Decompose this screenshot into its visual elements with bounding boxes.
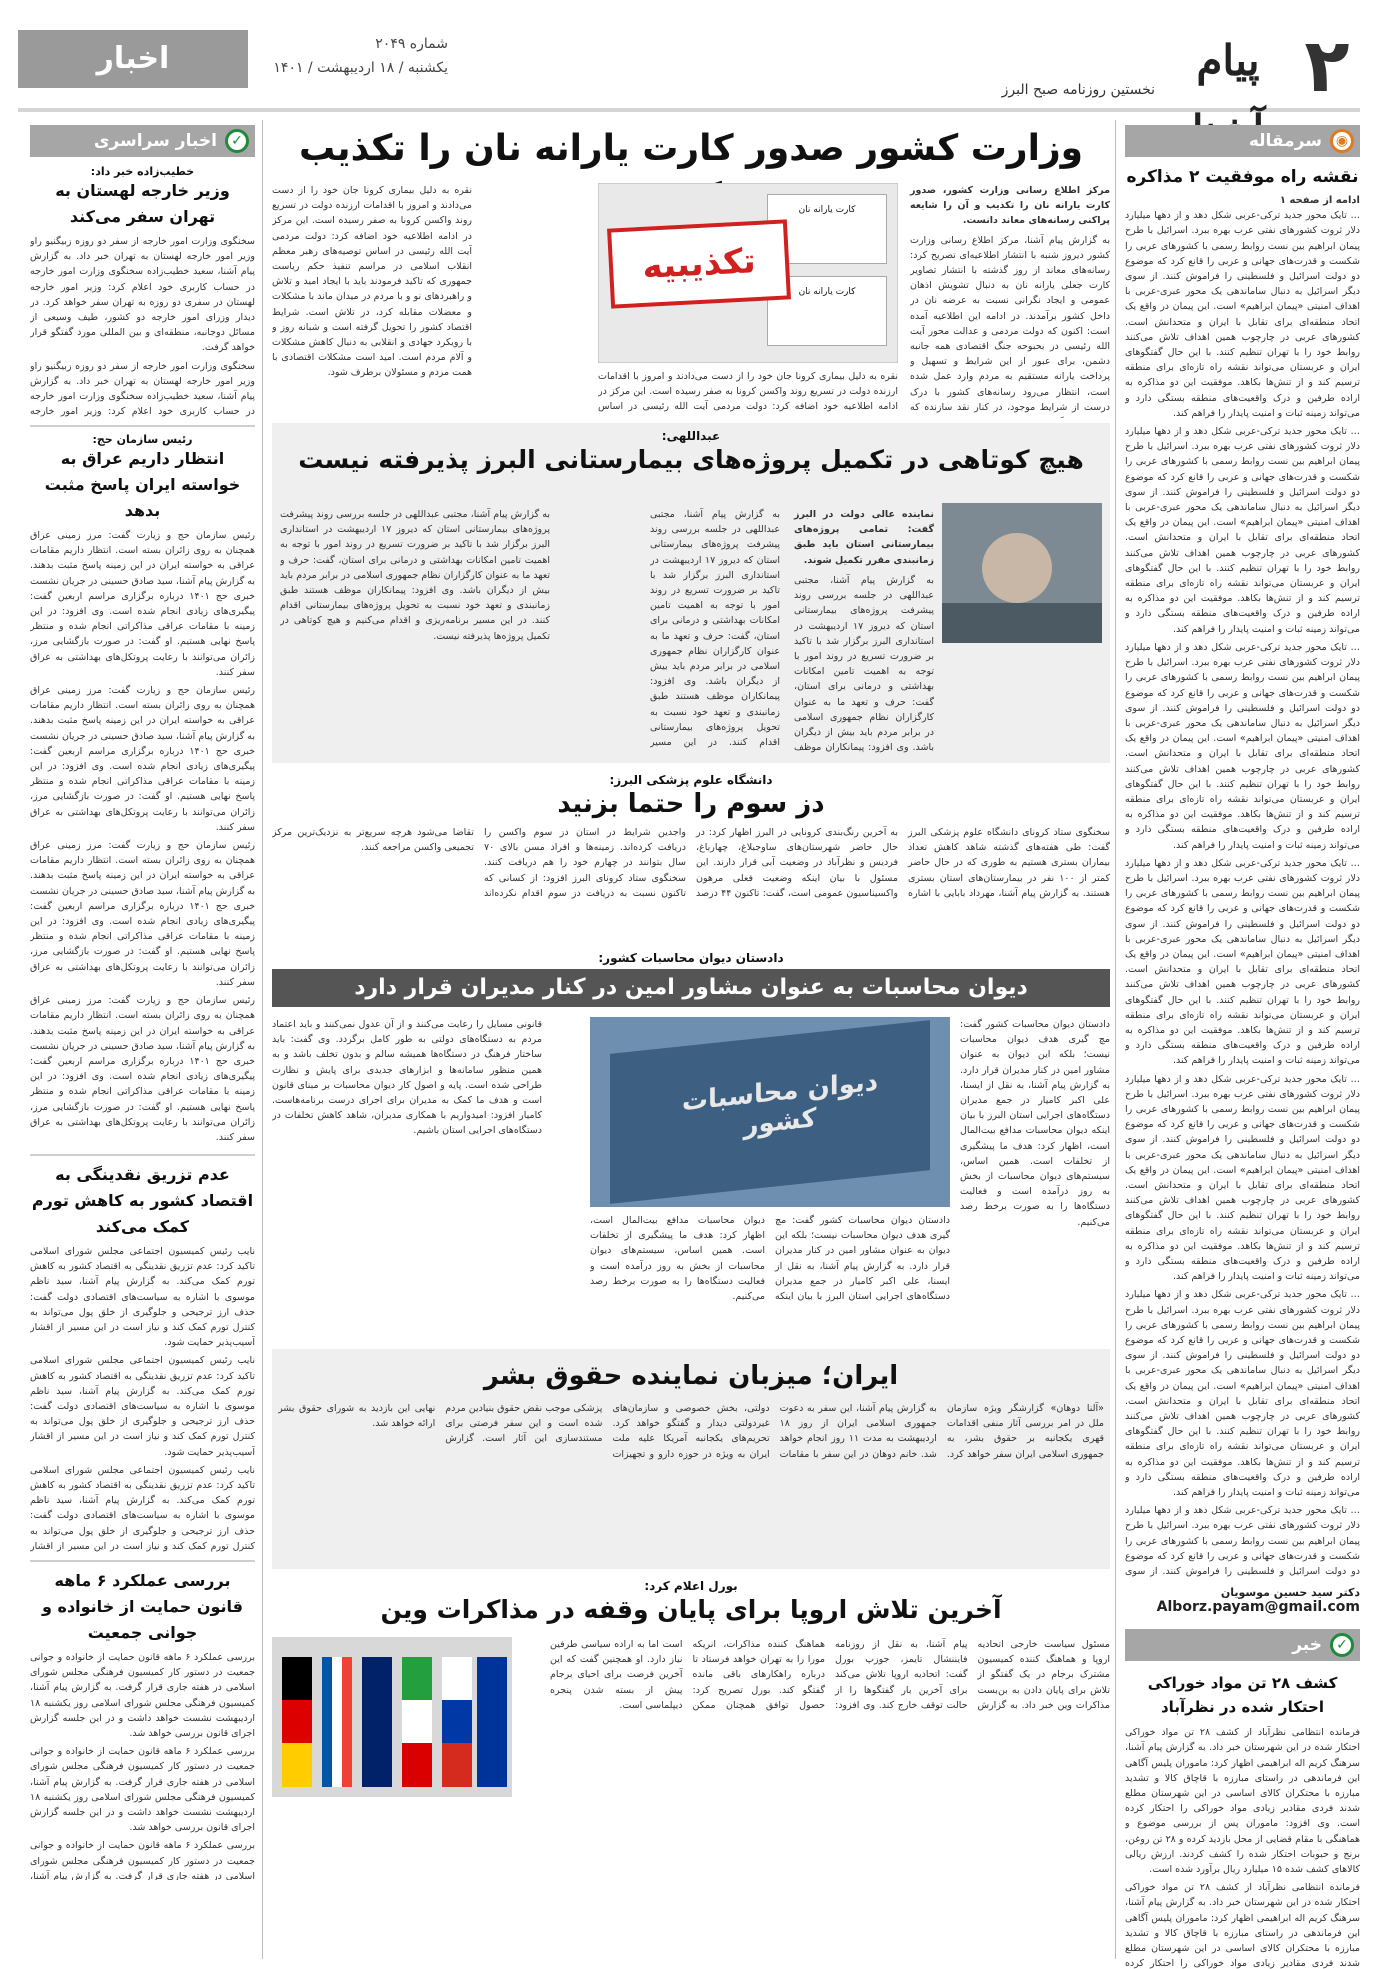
issue-number: شماره ۲۰۴۹ bbox=[375, 36, 448, 52]
check-icon: ✓ bbox=[225, 129, 249, 153]
hospital-photo bbox=[942, 503, 1102, 643]
n1-kicker: خطیب‌زاده خبر داد: bbox=[90, 165, 195, 178]
building-sign: دیوان محاسبات کشور bbox=[681, 1066, 879, 1141]
lead-photo-text: نقره به دلیل بیماری کرونا جان خود را از دست می‌دادند و امروز با اقدامات ارزنده دولت در تسریع روند واکسن کرونا به صفر رسیده است. این مرکز در ادامه اطلاعیه خود اضافه کرد: دولت مردمی آیت الله رئیسی در اساس bbox=[598, 371, 898, 413]
column-divider bbox=[1115, 120, 1116, 1959]
n2-kicker: رئیس سازمان حج: bbox=[92, 433, 193, 446]
n1-title[interactable]: وزیر خارجه لهستان به تهران سفر می‌کند bbox=[55, 181, 230, 226]
human-rights-story bbox=[272, 1349, 1110, 1569]
news-label: اخبار سراسری bbox=[93, 131, 217, 151]
hospital-kicker: عبداللهی: bbox=[661, 429, 721, 443]
vienna-text: مسئول سیاست خارجی اتحادیه اروپا و هماهنگ کننده کمیسیون مشترک برجام در یک گفتگو از تلاش برای پایان دادن به بن‌بست مذاکرات وین خبر داد. به گزارش پیام آشنا، به نقل از روزنامه فایننشال تایمز، جوزپ بورل گفت: اتحادیه اروپا تلاش می‌کند برای آخرین بار گفتگوها را از حالت توقف خارج کند. وی افزود: هماهنگ کننده مذاکرات، انریکه مورا را به تهران خواهد فرستاد تا درباره راهکارهای باقی مانده گفتگو کند. بورل تصریح کرد: حصول توافق همچنان ممکن است اما به اراده سیاسی طرفین نیاز دارد. او همچنین گفت که این آخرین فرصت برای احیای برجام پیش از بسته شدن پنجره دیپلماسی است. bbox=[550, 1639, 1110, 1711]
flag bbox=[282, 1657, 312, 1787]
lead-title[interactable]: وزارت کشور صدور کارت یارانه نان را تکذیب bbox=[298, 128, 1084, 169]
flag bbox=[322, 1657, 352, 1787]
n1-text: سخنگوی وزارت امور خارجه از سفر دو روزه زبیگنیو راو وزیر امور خارجه لهستان به تهران خبر داد. به گزارش پیام آشنا، سعید خطیب‌زاده سخنگوی وزارت امور خارجه در حساب کاربری خود اعلام کرد: وزیر امور خارجه لهستان در سفری دو روزه به تهران سفر خواهد کرد. در دیدار وزرای امور خارجه دو کشور، طیف وسیعی از مسائل دوجانبه، منطقه‌ای و بین المللی مورد گفتگو قرار خواهد گرفت. سخنگوی وزارت امور خارجه از سفر دو روزه زبیگنیو راو وزیر امور خارجه لهستان به تهران خبر داد. به گزارش پیام آشنا، سعید خطیب‌زاده سخنگوی وزارت امور خارجه در حساب کاربری خود اعلام کرد: وزیر امور خارجه bbox=[30, 236, 255, 418]
n4-title[interactable]: بررسی عملکرد ۶ ماهه قانون حمایت از خانواده و جوانی جمعیت bbox=[41, 1571, 244, 1642]
n2-text: رئیس سازمان حج و زیارت گفت: مرز زمینی عراق همچنان به روی زائران بسته است. انتظار داریم مقامات عراقی به خواسته ایران در این زمینه پاسخ مثبت بدهند. به گزارش پیام آشنا، سید صادق حسینی در جریان نشست خبری حج ۱۴۰۱ درباره برگزاری مراسم اربعین گفت: پیگیری‌های زیادی انجام شده است. وی افزود: در این زمینه با مقامات عراقی مذاکراتی انجام شده و منتظر پاسخ نهایی هستیم. او گفت: در صورت بازگشایی مرز، زائران می‌توانند با رعایت پروتکل‌های بهداشتی به عراق سفر کنند. رئیس سازمان حج و زیارت گفت: مرز زمینی عراق همچنان به روی زائران بسته است. انتظار داریم مقامات عراقی به خواسته ایران در این زمینه پاسخ مثبت بدهند. به گزارش پیام آشنا، سید صادق حسینی در جریان نشست خبری حج ۱۴۰۱ درباره برگزاری مراسم اربعین گفت: پیگیری‌های زیادی انجام شده است. وی افزود: در این زمینه با مقامات عراقی مذاکراتی انجام شده و منتظر پاسخ نهایی هستیم. او گفت: در صورت بازگشایی مرز، زائران می‌توانند با رعایت پروتکل‌های بهداشتی به عراق سفر کنند. رئیس سازمان حج و زیارت گفت: مرز زمینی عراق همچنان به روی زائران بسته است. انتظار داریم مقامات عراقی به خواسته ایران در این زمینه پاسخ مثبت بدهند. به گزارش پیام آشنا، سید صادق حسینی در جریان نشست خبری حج ۱۴۰۱ درباره برگزاری مراسم اربعین گفت: پیگیری‌های زیادی انجام شده است. وی افزود: در این زمینه با مقامات عراقی مذاکراتی انجام شده و منتظر پاسخ نهایی هستیم. او گفت: در صورت بازگشایی مرز، زائران می‌توانند با رعایت پروتکل‌های بهداشتی به عراق سفر کنند. رئیس سازمان حج و زیارت گفت: مرز زمینی عراق همچنان به روی زائران بسته است. انتظار داریم مقامات عراقی به خواسته ایران در این زمینه پاسخ مثبت بدهند. به گزارش پیام آشنا، سید صادق حسینی در جریان نشست خبری حج ۱۴۰۱ درباره برگزاری مراسم اربعین گفت: پیگیری‌های زیادی انجام شده است. وی افزود: در این زمینه با مقامات عراقی مذاکراتی انجام شده و منتظر پاسخ نهایی هستیم. او گفت: در صورت بازگشایی مرز، زائران می‌توانند با رعایت پروتکل‌های بهداشتی به عراق سفر کنند. bbox=[30, 530, 255, 1143]
editorial-header bbox=[1125, 125, 1360, 157]
flag bbox=[362, 1657, 392, 1787]
left-column bbox=[30, 125, 255, 1880]
divider bbox=[30, 1154, 255, 1156]
editorial-cont: ادامه از صفحه ۱ bbox=[1279, 195, 1360, 206]
check-icon: ✓ bbox=[1330, 1633, 1354, 1657]
lead-story bbox=[272, 183, 1110, 413]
lead-text2: نقره به دلیل بیماری کرونا جان خود را از دست می‌دادند و امروز با اقدامات ارزنده دولت در تسریع روند واکسن کرونا به صفر رسیده است. این مرکز در ادامه اطلاعیه خود اضافه کرد: دولت مردمی آیت الله رئیسی در اساس توصیه‌های رهبر معظم انقلاب اسلامی در مراسم تنفیذ حکم ریاست جمهوری که تاکید فرمودند باید با ایجاد امید و تلاش و راهبردهای نو و با مردم در میدان ماند با مشکلات و معضلات مقابله کرد، در تلاش است. شرایط اقتصاد کشور را تحویل گرفته است و شبانه روز و با رویکرد جهادی و انقلابی به دنبال کاهش مشکلات و آلام مردم است. امید است مشکلات اقتصادی با همت مردم و مسئولان برطرف شود. bbox=[272, 185, 472, 379]
editorial-email[interactable]: Alborz.payam@gmail.com bbox=[1156, 1599, 1360, 1616]
editorial-title[interactable]: نقشه راه موفقیت ۲ مذاکره bbox=[1126, 167, 1359, 187]
right-column bbox=[1125, 125, 1360, 1969]
flags-photo bbox=[272, 1637, 512, 1797]
n4-text: بررسی عملکرد ۶ ماهه قانون حمایت از خانواده و جوانی جمعیت در دستور کار کمیسیون فرهنگی مجلس شورای اسلامی در هفته جاری قرار گرفت. به گزارش پیام آشنا، کمیسیون فرهنگی مجلس شورای اسلامی روز یکشنبه ۱۸ اردیبهشت نشست خواهد داشت و در این جلسه گزارش اجرای قانون بررسی خواهد شد. بررسی عملکرد ۶ ماهه قانون حمایت از خانواده و جوانی جمعیت در دستور کار کمیسیون فرهنگی مجلس شورای اسلامی در هفته جاری قرار گرفت. به گزارش پیام آشنا، کمیسیون فرهنگی مجلس شورای اسلامی روز یکشنبه ۱۸ اردیبهشت نشست خواهد داشت و در این جلسه گزارش اجرای قانون بررسی خواهد شد. بررسی عملکرد ۶ ماهه قانون حمایت از خانواده و جوانی جمعیت در دستور کار کمیسیون فرهنگی مجلس شورای اسلامی در هفته جاری قرار گرفت. به گزارش پیام آشنا، bbox=[30, 1652, 255, 1880]
audit-story bbox=[272, 951, 1110, 1341]
hospital-caption: نماینده عالی دولت در البرز گفت: تمامی پروژه‌های بیمارستانی استان باید طبق زمانبندی مقرر تکمیل شوند. bbox=[794, 509, 934, 566]
editorial-label: سرمقاله bbox=[1248, 131, 1322, 151]
audit-text2: دادستان دیوان محاسبات کشور گفت: مچ گیری هدف دیوان محاسبات نیست؛ بلکه این دیوان به عنوان مشاور امین در کنار مدیران قرار دارد. به گزارش پیام آشنا، به نقل از ایسنا، علی اکبر کامیار در جمع مدیران دستگاه‌های اجرایی استان البرز با بیان اینکه دیوان محاسبات مدافع بیت‌المال است، اظهار کرد: هدف ما پیشگیری از تخلفات است. همین اساس، سیستم‌های دیوان محاسبات از بخش به روز درآمده است و فعالیت دستگاه‌ها را به صورت برخط رصد می‌کنیم. bbox=[590, 1215, 950, 1303]
n3-text: نایب رئیس کمیسیون اجتماعی مجلس شورای اسلامی تاکید کرد: عدم تزریق نقدینگی به اقتصاد کشور به کاهش تورم کمک می‌کند. به گزارش پیام آشنا، سید ناظم موسوی با اشاره به سیاست‌های اقتصادی دولت گفت: حذف ارز ترجیحی و جلوگیری از خلق پول می‌تواند به کنترل تورم کمک کند و نیاز است در این مسیر از اقشار آسیب‌پذیر حمایت شود. نایب رئیس کمیسیون اجتماعی مجلس شورای اسلامی تاکید کرد: عدم تزریق نقدینگی به اقتصاد کشور به کاهش تورم کمک می‌کند. به گزارش پیام آشنا، سید ناظم موسوی با اشاره به سیاست‌های اقتصادی دولت گفت: حذف ارز ترجیحی و جلوگیری از خلق پول می‌تواند به کنترل تورم کمک کند و نیاز است در این مسیر از اقشار آسیب‌پذیر حمایت شود. نایب رئیس کمیسیون اجتماعی مجلس شورای اسلامی تاکید کرد: عدم تزریق نقدینگی به اقتصاد کشور به کاهش تورم کمک می‌کند. به گزارش پیام آشنا، سید ناظم موسوی با اشاره به سیاست‌های اقتصادی دولت گفت: حذف ارز ترجیحی و جلوگیری از خلق پول می‌تواند به کنترل تورم کمک کند و نیاز است در این مسیر از اقشار bbox=[30, 1246, 255, 1552]
n2-title[interactable]: انتظار داریم عراق به خواسته ایران پاسخ مثبت بدهد bbox=[44, 449, 241, 520]
audit-text1: دادستان دیوان محاسبات کشور گفت: مچ گیری هدف دیوان محاسبات نیست؛ بلکه این دیوان به عنوان مشاور امین در کنار مدیران قرار دارد. به گزارش پیام آشنا، به نقل از ایسنا، علی اکبر کامیار در جمع مدیران دستگاه‌های اجرایی استان البرز با بیان اینکه دیوان محاسبات مدافع بیت‌المال است، اظهار کرد: هدف ما پیشگیری از تخلفات است. همین اساس، سیستم‌های دیوان محاسبات از بخش به روز درآمده است و فعالیت دستگاه‌ها را به صورت برخط رصد می‌کنیم. bbox=[960, 1019, 1110, 1228]
khabar-label: خبر bbox=[1292, 1635, 1322, 1656]
main-column bbox=[272, 125, 1110, 1799]
lead-photo-area bbox=[598, 183, 898, 413]
bread-card: کارت یارانه نان bbox=[767, 276, 887, 346]
vaccine-title[interactable]: دز سوم را حتما بزنید bbox=[557, 789, 825, 819]
newspaper-tagline: نخستین روزنامه صبح البرز bbox=[1001, 82, 1155, 98]
issue-date: یکشنبه / ۱۸ اردیبهشت / ۱۴۰۱ bbox=[273, 60, 448, 76]
target-icon: ◉ bbox=[1330, 129, 1354, 153]
bread-card-image bbox=[598, 183, 898, 363]
flag bbox=[402, 1657, 432, 1787]
vaccine-kicker: دانشگاه علوم پزشکی البرز: bbox=[609, 773, 773, 787]
vaccine-story bbox=[272, 773, 1110, 943]
lead-text1: به گزارش پیام آشنا، مرکز اطلاع رسانی وزارت کشور دیروز شنبه با انتشار اطلاعیه‌ای تصریح کرد: رسانه‌های معاند از روز گذشته با انتشار تصاویر کارت جعلی یارانه نان به دنبال تشویش اذهان عمومی و ایجاد نگرانی نسبت به عرضه نان در داخل کشور برآمدند. در ادامه این اطلاعیه آمده است: اکنون که دولت مردمی و عدالت محور آیت الله رئیسی در بحبوحه جنگ اقتصادی همه جانبه دشمن، برای عبور از این شرایط و تسهیل و پرداخت یارانه مستقیم به مردم وارد عمل شده است، انتظار می‌رود رسانه‌های کشور با درک درست از شرایط موجود، در کنار نقد سازنده که bbox=[910, 234, 1110, 413]
flag bbox=[477, 1657, 507, 1787]
official-figure bbox=[982, 533, 1052, 603]
audit-kicker: دادستان دیوان محاسبات کشور: bbox=[598, 951, 784, 965]
section-tab[interactable]: اخبار bbox=[18, 30, 248, 88]
audit-building-photo bbox=[590, 1017, 950, 1207]
n3-title[interactable]: عدم تزریق نقدینگی به اقتصاد کشور به کاهش تورم کمک می‌کند bbox=[31, 1165, 254, 1236]
denial-stamp: تکذیبیه bbox=[607, 219, 791, 308]
editorial-author: دکتر سید حسین موسویان bbox=[1220, 1586, 1360, 1600]
human-rights-title[interactable]: ایران؛ میزبان نماینده حقوق بشر bbox=[483, 1361, 899, 1391]
khabar-header bbox=[1125, 1629, 1360, 1661]
vienna-title[interactable]: آخرین تلاش اروپا برای پایان وقفه در مذاکرات وین bbox=[380, 1595, 1002, 1624]
hospital-text: به گزارش پیام آشنا، مجتبی عبداللهی در جلسه بررسی روند پیشرفت پروژه‌های بیمارستانی استان که دیروز ۱۷ اردیبهشت در استانداری البرز برگزار شد با تاکید بر ضرورت تسریع در روند امور با توجه به اهمیت تامین امکانات بهداشتی و درمانی برای استان، گفت: حرف و تعهد ما به عنوان کارگزاران نظام جمهوری اسلامی در برابر مردم باید بیش از دیگران باشد. وی افزود: پیمانکاران موظف هستند طبق زمانبندی و تعهد خود نسبت به تحویل پروژه‌های بیمارستانی اقدام کنند. در این مسیر برنامه‌ریزی و اقدام می‌کنیم و هیچ کوتاهی در تکمیل پروژه‌ها پذیرفته نیست. bbox=[280, 509, 550, 642]
page-header bbox=[18, 20, 1360, 112]
lead-summary: مرکز اطلاع رسانی وزارت کشور، صدور کارت یارانه نان را تکذیب و آن را شایعه پراکنی رسانه‌های معاند دانست. bbox=[910, 185, 1110, 227]
newspaper-logo: پیام bbox=[1196, 36, 1260, 85]
audit-title[interactable]: دیوان محاسبات به عنوان مشاور امین در کنار مدیران قرار دارد bbox=[272, 969, 1110, 1007]
divider bbox=[30, 425, 255, 427]
khabar-title[interactable]: کشف ۲۸ تن مواد خوراکی احتکار شده در نظرآباد bbox=[1147, 1674, 1338, 1717]
column-divider bbox=[262, 120, 263, 1959]
vienna-kicker: بورل اعلام کرد: bbox=[644, 1579, 738, 1593]
vaccine-text: سخنگوی ستاد کرونای دانشگاه علوم پزشکی البرز گفت: طی هفته‌های گذشته شاهد کاهش تعداد بیماران بستری هستیم به طوری که در حال حاضر کمتر از ۱۰۰ نفر در بیمارستان‌های استان بستری هستند. به گزارش پیام آشنا، مهرداد بابایی با اشاره به آخرین رنگ‌بندی کرونایی در البرز اظهار کرد: در حال حاضر شهرستان‌های ساوجبلاغ، چهارباغ، فردیس و نظرآباد در وضعیت آبی قرار دارند. این مسئول با بیان اینکه وضعیت فعلی مرهون واکسیناسیون عمومی است، گفت: تاکنون ۴۴ درصد واجدین شرایط در استان دز سوم واکسن را دریافت کرده‌اند. زمینه‌ها و افراد مسن بالای ۷۰ سال بتوانند در چهارم خود را هم دریافت کنند. سخنگوی ستاد کرونای البرز افزود: از کسانی که تاکنون نسبت به دریافت دز سوم اقدام نکرده‌اند تقاضا می‌شود هرچه سریع‌تر به نزدیک‌ترین مرکز تجمیعی واکسن مراجعه کنند. bbox=[272, 827, 1110, 899]
audit-text3: قانونی مسایل را رعایت می‌کنند و از آن عدول نمی‌کنند و باید اعتماد مردم به دستگاه‌های دولتی به طور کامل برگردد. وی گفت: باید ساختار فرهنگ در دستگاه‌ها همیشه سالم و بدون تخلف باشد و به همین منظور سامانه‌ها و ابزارهای جدیدی برای پایش و نظارت طراحی شده است. پایه و اصول کار دیوان محاسبات بر مبنای قانون است و هدف ما کمک به مدیران برای اجرای درست برنامه‌هاست. کامیار افزود: امیدواریم با همکاری مدیران، شاهد کاهش تخلفات در دستگاه‌های اجرایی استان باشیم. bbox=[272, 1019, 542, 1137]
hospital-title[interactable]: هیچ کوتاهی در تکمیل پروژه‌های بیمارستانی البرز پذیرفته نیست bbox=[298, 445, 1084, 474]
bread-card: کارت یارانه نان bbox=[767, 194, 887, 264]
hospital-text: به گزارش پیام آشنا، مجتبی عبداللهی در جلسه بررسی روند پیشرفت پروژه‌های بیمارستانی استان که دیروز ۱۷ اردیبهشت در استانداری البرز برگزار شد با تاکید بر ضرورت تسریع در روند امور با توجه به اهمیت تامین امکانات بهداشتی و درمانی برای استان، گفت: حرف و تعهد ما به عنوان کارگزاران نظام جمهوری اسلامی در برابر مردم باید بیش از دیگران باشد. وی افزود: پیمانکاران موظف هستند طبق زمانبندی و تعهد خود نسبت به تحویل پروژه‌های بیمارستانی اقدام کنند. در این مسیر bbox=[650, 509, 780, 749]
vienna-story bbox=[272, 1579, 1110, 1799]
divider bbox=[30, 1560, 255, 1562]
hospital-text: به گزارش پیام آشنا، مجتبی عبداللهی در جلسه بررسی روند پیشرفت پروژه‌های بیمارستانی استان که دیروز ۱۷ اردیبهشت در استانداری البرز برگزار شد با تاکید بر ضرورت تسریع در روند امور با توجه به اهمیت تامین امکانات بهداشتی و درمانی برای استان، گفت: حرف و تعهد ما به عنوان کارگزاران نظام جمهوری اسلامی در برابر مردم باید بیش از دیگران باشد. وی افزود: پیمانکاران موظف bbox=[794, 575, 934, 753]
meeting-table bbox=[942, 603, 1102, 643]
flag bbox=[442, 1657, 472, 1787]
page-number: ۲ bbox=[1304, 23, 1350, 109]
issue-info bbox=[268, 32, 448, 80]
hospital-story bbox=[272, 423, 1110, 763]
human-rights-text: «آلنا دوهان» گزارشگر ویژه سازمان ملل در امر بررسی آثار منفی اقدامات قهری یکجانبه بر حقوق بشر، به جمهوری اسلامی ایران سفر خواهد کرد. به گزارش پیام آشنا، این سفر به دعوت جمهوری اسلامی ایران از روز ۱۸ اردیبهشت به مدت ۱۱ روز انجام خواهد شد. خانم دوهان در این سفر با مقامات دولتی، بخش خصوصی و سازمان‌های غیردولتی دیدار و گفتگو خواهد کرد. تحریم‌های یکجانبه آمریکا علیه ملت ایران به ویژه در حوزه دارو و تجهیزات پزشکی موجب نقض حقوق بنیادین مردم شده است و این سفر فرصتی برای مستندسازی این آثار است. گزارش نهایی این بازدید به شورای حقوق بشر ارائه خواهد شد. bbox=[278, 1403, 1104, 1460]
editorial-text: … تایک محور جدید ترکی-عربی شکل دهد و از دهها میلیارد دلار ثروت کشورهای نفتی عرب بهره ببرد. اسرائیل با طرح پیمان ابراهیم بین نست روابط رسمی با کشورهای عربی را شکست و قدرت‌های جهانی و عربی را قانع کرد که موضوع دو دولت اسرائیل و فلسطینی را فراموش کنند. از سوی دیگر اسرائیل به دنبال ساماندهی یک محور عبری-عربی با اهداف امنیتی «پیمان ابراهیم» است. این پیمان در واقع یک اتحاد منطقه‌ای برای تقابل با ایران و متحدانش است. کشورهای عربی در چارچوب همین اهداف تلاش می‌کنند روابط خود را با تهران تنظیم کنند. با این حال گفتگوهای ایران و عربستان می‌تواند نقشه راه تازه‌ای برای منطقه ترسیم کند و از تنش‌ها بکاهد. موفقیت این دو مذاکره به اراده طرفین و درک واقعیت‌های منطقه بستگی دارد و می‌تواند زمینه ثبات و امنیت پایدار را فراهم کند. … تایک محور جدید ترکی-عربی شکل دهد و از دهها میلیارد دلار ثروت کشورهای نفتی عرب بهره ببرد. اسرائیل با طرح پیمان ابراهیم بین نست روابط رسمی با کشورهای عربی را شکست و قدرت‌های جهانی و عربی را قانع کرد که موضوع دو دولت اسرائیل و فلسطینی را فراموش کنند. از سوی دیگر اسرائیل به دنبال ساماندهی یک محور عبری-عربی با اهداف امنیتی «پیمان ابراهیم» است. این پیمان در واقع یک اتحاد منطقه‌ای برای تقابل با ایران و متحدانش است. کشورهای عربی در چارچوب همین اهداف تلاش می‌کنند روابط خود را با تهران تنظیم کنند. با این حال گفتگوهای ایران و عربستان می‌تواند نقشه راه تازه‌ای برای منطقه ترسیم کند و از تنش‌ها بکاهد. موفقیت این دو مذاکره به اراده طرفین و درک واقعیت‌های منطقه بستگی دارد و می‌تواند زمینه ثبات و امنیت پایدار را فراهم کند. … تایک محور جدید ترکی-عربی شکل دهد و از دهها میلیارد دلار ثروت کشورهای نفتی عرب بهره ببرد. اسرائیل با طرح پیمان ابراهیم بین نست روابط رسمی با کشورهای عربی را شکست و قدرت‌های جهانی و عربی را قانع کرد که موضوع دو دولت اسرائیل و فلسطینی را فراموش کنند. از سوی دیگر اسرائیل به دنبال ساماندهی یک محور عبری-عربی با اهداف امنیتی «پیمان ابراهیم» است. این پیمان در واقع یک اتحاد منطقه‌ای برای تقابل با ایران و متحدانش است. کشورهای عربی در چارچوب همین اهداف تلاش می‌کنند روابط خود را با تهران تنظیم کنند. با این حال گفتگوهای ایران و عربستان می‌تواند نقشه راه تازه‌ای برای منطقه ترسیم کند و از تنش‌ها بکاهد. موفقیت این دو مذاکره به اراده طرفین و درک واقعیت‌های منطقه بستگی دارد و می‌تواند زمینه ثبات و امنیت پایدار را فراهم کند. … تایک محور جدید ترکی-عربی شکل دهد و از دهها میلیارد دلار ثروت کشورهای نفتی عرب بهره ببرد. اسرائیل با طرح پیمان ابراهیم بین نست روابط رسمی با کشورهای عربی را شکست و قدرت‌های جهانی و عربی را قانع کرد که موضوع دو دولت اسرائیل و فلسطینی را فراموش کنند. از سوی دیگر اسرائیل به دنبال ساماندهی یک محور عبری-عربی با اهداف امنیتی «پیمان ابراهیم» است. این پیمان در واقع یک اتحاد منطقه‌ای برای تقابل با ایران و متحدانش است. کشورهای عربی در چارچوب همین اهداف تلاش می‌کنند روابط خود را با تهران تنظیم کنند. با این حال گفتگوهای ایران و عربستان می‌تواند نقشه راه تازه‌ای برای منطقه ترسیم کند و از تنش‌ها بکاهد. موفقیت این دو مذاکره به اراده طرفین و درک واقعیت‌های منطقه بستگی دارد و می‌تواند زمینه ثبات و امنیت پایدار را فراهم کند. … تایک محور جدید ترکی-عربی شکل دهد و از دهها میلیارد دلار ثروت کشورهای نفتی عرب بهره ببرد. اسرائیل با طرح پیمان ابراهیم بین نست روابط رسمی با کشورهای عربی را شکست و قدرت‌های جهانی و عربی را قانع کرد که موضوع دو دولت اسرائیل و فلسطینی را فراموش کنند. از سوی دیگر اسرائیل به دنبال ساماندهی یک محور عبری-عربی با اهداف امنیتی «پیمان ابراهیم» است. این پیمان در واقع یک اتحاد منطقه‌ای برای تقابل با ایران و متحدانش است. کشورهای عربی در چارچوب همین اهداف تلاش می‌کنند روابط خود را با تهران تنظیم کنند. با این حال گفتگوهای ایران و عربستان می‌تواند نقشه راه تازه‌ای برای منطقه ترسیم کند و از تنش‌ها بکاهد. موفقیت این دو مذاکره به اراده طرفین و درک واقعیت‌های منطقه بستگی دارد و می‌تواند زمینه ثبات و امنیت پایدار را فراهم کند. … تایک محور جدید ترکی-عربی شکل دهد و از دهها میلیارد دلار ثروت کشورهای نفتی عرب بهره ببرد. اسرائیل با طرح پیمان ابراهیم بین نست روابط رسمی با کشورهای عربی را شکست و قدرت‌های جهانی و عربی را قانع کرد که موضوع دو دولت اسرائیل و فلسطینی را فراموش کنند. از سوی دیگر اسرائیل به دنبال ساماندهی یک محور عبری-عربی با اهداف امنیتی «پیمان ابراهیم» است. این پیمان در واقع یک اتحاد منطقه‌ای برای تقابل با ایران و متحدانش است. کشورهای عربی در چارچوب همین اهداف تلاش می‌کنند روابط خود را با تهران تنظیم کنند. با این حال گفتگوهای ایران و عربستان می‌تواند نقشه راه تازه‌ای برای منطقه ترسیم کند و از تنش‌ها بکاهد. موفقیت این دو مذاکره به اراده طرفین و درک واقعیت‌های منطقه بستگی دارد و می‌تواند زمینه ثبات و امنیت پایدار را فراهم کند. … تایک محور جدید ترکی-عربی شکل دهد و از دهها میلیارد دلار ثروت کشورهای نفتی عرب بهره ببرد. اسرائیل با طرح پیمان ابراهیم بین نست روابط رسمی با کشورهای عربی را شکست و قدرت‌های جهانی و عربی را قانع کرد که موضوع دو دولت اسرائیل و فلسطینی را فراموش کنند. از سوی bbox=[1125, 210, 1360, 1578]
news-header bbox=[30, 125, 255, 157]
khabar-text: فرمانده انتظامی نظرآباد از کشف ۲۸ تن مواد خوراکی احتکار شده در این شهرستان خبر داد. به گزارش پیام آشنا، سرهنگ کریم اله ابراهیمی اظهار کرد: ماموران پلیس آگاهی این فرماندهی در راستای مبارزه با قاچاق کالا و تشدید مبارزه با محتکران کالای اساسی در این شهرستان مطلع شدند فردی مقادیر زیادی مواد خوراکی را احتکار کرده است. وی افزود: ماموران پس از بررسی موضوع و هماهنگی با مقام قضایی از محل بازدید کرده و ۲۸ تن روغن، برنج و حبوبات احتکار شده را کشف کردند. ارزش ریالی کالاهای کشف شده ۱۵ میلیارد ریال برآورد شده است. فرمانده انتظامی نظرآباد از کشف ۲۸ تن مواد خوراکی احتکار شده در این شهرستان خبر داد. به گزارش پیام آشنا، سرهنگ کریم اله ابراهیمی اظهار کرد: ماموران پلیس آگاهی این فرماندهی در راستای مبارزه با قاچاق کالا و تشدید مبارزه با محتکران کالای اساسی در این شهرستان مطلع شدند فردی مقادیر زیادی مواد خوراکی را احتکار کرده bbox=[1125, 1727, 1360, 1969]
